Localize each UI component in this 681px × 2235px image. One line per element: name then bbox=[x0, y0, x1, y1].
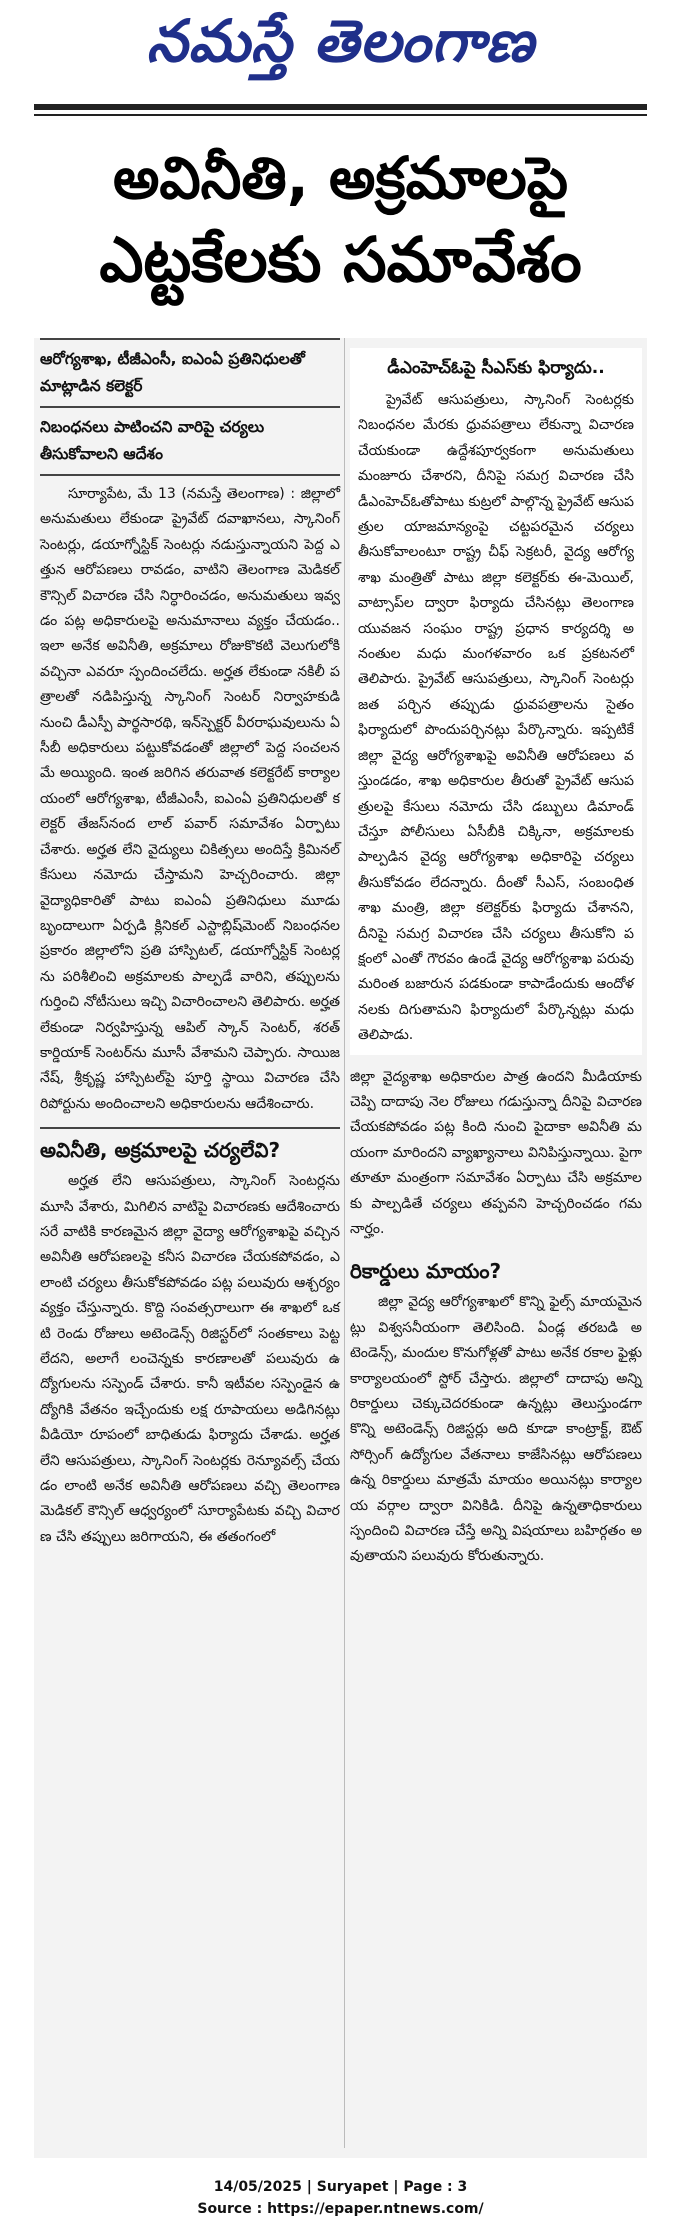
footer-source: Source : https://epaper.ntnews.com/ bbox=[197, 2201, 484, 2217]
subhead-corruption: అవినీతి, అక్రమాలపై చర్యలేవి? bbox=[40, 1138, 281, 1163]
footer bbox=[0, 2176, 681, 2220]
kicker: ఆరోగ్యశాఖ, టీజీఎంసీ, ఐఎంఏ ప్రతినిధులతో మాట్లాడిన కలెక్టర్ bbox=[40, 350, 305, 395]
right-column bbox=[350, 338, 642, 1570]
body-text-3: జిల్లా వైద్య ఆరోగ్యశాఖలో కొన్ని ఫైల్స్ మాయమైనట్లు విశ్వసనీయంగా తెలిసింది. ఏండ్ల తరబడి అటెండెన్స్, మందుల కొనుగోళ్లతో పాటు అనేక రకాల ఫైళ్లు కార్యాలయంలో స్టోర్ చేస్తారు. జిల్లాలో దాదాపు అన్ని రికార్డులు చెక్కుచెదరకుండా ఉన్నట్లు తెలుస్తుండగా కొన్ని అటెండెన్స్ రిజిస్టర్లు అది కూడా కాంట్రాక్ట్, ఔట్ సోర్సింగ్ ఉద్యోగుల వేతనాలు కాజేసినట్లు ఆరోపణలు ఉన్న రికార్డులు మాత్రమే మాయం అయినట్లు కార్యాలయ వర్గాల ద్వారా వినికిడి. దీనిపై ఉన్నతాధికారులు స్పందించి విచారణ చేస్తే అన్ని విషయాలు బహిర్గతం అవుతాయని పలువురు కోరుతున్నారు. bbox=[350, 1294, 642, 1565]
subhead-records: రికార్డులు మాయం? bbox=[350, 1259, 502, 1284]
masthead-rule-thin bbox=[34, 114, 647, 116]
masthead-logo: నమస్తే తెలంగాణ bbox=[146, 7, 535, 75]
kicker-rule-top bbox=[40, 338, 340, 340]
deck: నిబంధనలు పాటించని వారిపై చర్యలు తీసుకోవాలని ఆదేశం bbox=[40, 418, 265, 463]
headline bbox=[34, 138, 647, 302]
body-text-2: అర్హత లేని ఆసుపత్రులు, స్కానింగ్ సెంటర్లను మూసి వేశారు, మిగిలిన వాటిపై విచారణకు ఆదేశించారు సరే వాటికి కారణమైన జిల్లా వైద్యా ఆరోగ్యశాఖపై వచ్చిన అవినీతి ఆరోపణలపై కనీస విచారణ చేయకపోవడం, ఎలాంటి చర్యలు తీసుకోకపోవడం పట్ల పలువురు ఆశ్చర్యం వ్యక్తం చేస్తున్నారు. కొద్ది సంవత్సరాలుగా ఈ శాఖలో ఒకటి రెండు రోజులు అటెండెన్స్ రిజిస్టర్‌లో సంతకాలు పెట్టలేదని, అలాగే లంచెన్నకు కారణాలతో పలువురు ఉద్యోగులను సస్పెండ్ చేశారు. కానీ ఇటీవల సస్పెండైన ఉద్యోగికి వేతనం ఇచ్చేందుకు లక్ష రూపాయలు అడిగినట్లు వీడియో రూపంలో బాధితుడు ఫిర్యాదు చేశాడు. అర్హత లేని ఆసుపత్రులు, స్కానింగ్ సెంటర్లకు రెన్యూవల్స్ చేయడం లాంటి అనేక అవినీతి ఆరోపణలు వచ్చి తెలంగాణ మెడికల్ కౌన్సిల్ ఆధ్వర్యంలో సూర్యాపేటకు వచ్చి విచారణ చేసి తప్పులు జరిగాయని, ఈ తతంగంలో bbox=[40, 1173, 340, 1545]
headline-line-2: ఎట్టకేలకు సమావేశం bbox=[99, 223, 582, 296]
sidebar-box-title: డీఎంహెచ్‌ఓపై సీఎస్‌కు ఫిర్యాదు.. bbox=[387, 358, 605, 378]
kicker-rule-bottom bbox=[40, 406, 340, 408]
left-column bbox=[40, 338, 340, 1550]
section-rule bbox=[40, 1127, 340, 1129]
sidebar-box-body: ప్రైవేట్ ఆసుపత్రులు, స్కానింగ్ సెంటర్లకు నిబంధనల మేరకు ధ్రువపత్రాలు లేకున్నా విచారణ చేయకుండా ఉద్దేశపూర్వకంగా అనుమతులు మంజూరు చేశారని, దీనిపై సమగ్ర విచారణ చేసి డీఎంహెచ్‌ఓతోపాటు కుట్రలో పాల్గొన్న ప్రైవేట్ ఆసుపత్రుల యాజమాన్యంపై చట్టపరమైన చర్యలు తీసుకోవాలంటూ రాష్ట్ర చీఫ్ సెక్రటరీ, వైద్య ఆరోగ్యశాఖ మంత్రితో పాటు జిల్లా కలెక్టర్‌కు ఈ-మెయిల్, వాట్సాప్‌ల ద్వారా ఫిర్యాదు చేసినట్లు తెలంగాణ యువజన సంఘం రాష్ట్ర ప్రధాన కార్యదర్శి అనంతుల మధు మంగళవారం ఒక ప్రకటనలో తెలిపారు. ప్రైవేట్ ఆసుపత్రులు, స్కానింగ్ సెంటర్లు జత పర్చిన తప్పుడు ధ్రువపత్రాలను సైతం ఫిర్యాదులో పొందుపర్చినట్లు పేర్కొన్నారు. ఇప్పటికే జిల్లా వైద్య ఆరోగ్యశాఖపై అవినీతి ఆరోపణలు వస్తుండడం, శాఖ అధికారుల తీరుతో ప్రైవేట్ ఆసుపత్రులపై కేసులు నమోదు చేసి డబ్బులు డిమాండ్ చేస్తూ పోలీసులు ఏసీబీకి చిక్కినా, అక్రమాలకు పాల్పడిన వైద్య ఆరోగ్యశాఖ అధికారిపై చర్యలు తీసుకోవడం లేదన్నారు. దీంతో సీఎస్, సంబంధిత శాఖ మంత్రి, జిల్లా కలెక్టర్‌కు ఫిర్యాదు చేశానని, దీనిపై సమగ్ర విచారణ చేసి చర్యలు తీసుకోని పక్షంలో ఎంతో గౌరవం ఉండే వైద్య ఆరోగ్యశాఖ పరువు మరింత బజారున పడకుండా కాపాడేందుకు ఆందోళనలకు దిగుతామని ఫిర్యాదులో పేర్కొన్నట్లు మధు తెలిపాడు. bbox=[358, 392, 634, 1044]
body-text-1: సూర్యాపేట, మే 13 (నమస్తే తెలంగాణ) : జిల్లాలో అనుమతులు లేకుండా ప్రైవేట్ దవాఖానలు, స్కానింగ్ సెంటర్లు, డయాగ్నోస్టిక్ సెంటర్లు నడుస్తున్నాయని పెద్ద ఎత్తున ఆరోపణలు రావడం, వాటిని తెలంగాణ మెడికల్ కౌన్సిల్ విచారణ చేసి నిర్ధారించడం, అనుమతులు ఇవ్వడం పట్ల అధికారులపై అనుమానాలు వ్యక్తం చేయడం.. ఇలా అనేక అవినీతి, అక్రమాలు రోజుకొకటి వెలుగులోకి వచ్చినా ఎవరూ స్పందించలేదు. అర్హత లేకుండా నకిలీ పత్రాలతో నడిపిస్తున్న స్కానింగ్ సెంటర్ నిర్వాహకుడి నుంచి డీఎస్పీ పార్థసారథి, ఇన్‌స్పెక్టర్ వీరరాఘవులును ఏసీబీ అధికారులు పట్టుకోవడంతో జిల్లాలో పెద్ద సంచలనమే అయ్యింది. ఇంత జరిగిన తరువాత కలెక్టరేట్ కార్యాలయంలో ఆరోగ్యశాఖ, టీజీఎంసీ, ఐఎంఏ ప్రతినిధులతో కలెక్టర్ తేజస్‌నంద లాల్ పవార్ సమావేశం ఏర్పాటు చేశారు. అర్హత లేని వైద్యులు చికిత్సలు అందిస్తే క్రిమినల్ కేసులు నమోదు చేస్తామని హెచ్చరించారు. జిల్లా వైద్యాధికారితో పాటు ఐఎంఏ ప్రతినిధులు మూడు బృందాలుగా ఏర్పడి క్లినికల్ ఎస్టాబ్లిష్‌మెంట్ నిబంధనల ప్రకారం జిల్లాలోని ప్రతి హాస్పిటల్, డయాగ్నోస్టిక్ సెంటర్లను పరిశీలించి అక్రమాలకు పాల్పడే వారిని, తప్పులను గుర్తించి నోటీసులు ఇచ్చి విచారించాలని తెలిపారు. అర్హత లేకుండా నిర్వహిస్తున్న ఆపిల్ స్కాన్ సెంటర్, శరత్ కార్డియాక్ సెంటర్‌ను మూసీ వేశామని చెప్పారు. సాయిజనేష్, శ్రీకృష్ణ హాస్పిటల్‌పై పూర్తి స్థాయి విచారణ చేసి రిపోర్టును అందించాలని అధికారులను ఆదేశించారు. bbox=[40, 486, 340, 1112]
sidebar-box bbox=[350, 348, 642, 1055]
masthead bbox=[0, 0, 681, 100]
footer-dateline: 14/05/2025 | Suryapet | Page : 3 bbox=[213, 2179, 468, 2195]
deck-rule bbox=[40, 474, 340, 476]
column-divider bbox=[344, 338, 345, 2148]
body-text-continued: జిల్లా వైద్యశాఖ అధికారుల పాత్ర ఉందని మీడియాకు చెప్పి దాదాపు నెల రోజులు గడుస్తున్నా దీనిపై విచారణ చేయకపోవడం పట్ల కింది నుంచి పైదాకా అవినీతి మయంగా మారిందని వ్యాఖ్యానాలు వినిపిస్తున్నాయి. పైగా తూతూ మంత్రంగా సమావేశం ఏర్పాటు చేసి అక్రమాలకు పాల్పడితే చర్యలు తప్పవని హెచ్చరించడం గమనార్హం. bbox=[350, 1068, 642, 1237]
masthead-rule-thick bbox=[34, 104, 647, 110]
article-body bbox=[34, 338, 647, 2158]
headline-line-1: అవినీతి, అక్రమాలపై bbox=[113, 144, 568, 212]
